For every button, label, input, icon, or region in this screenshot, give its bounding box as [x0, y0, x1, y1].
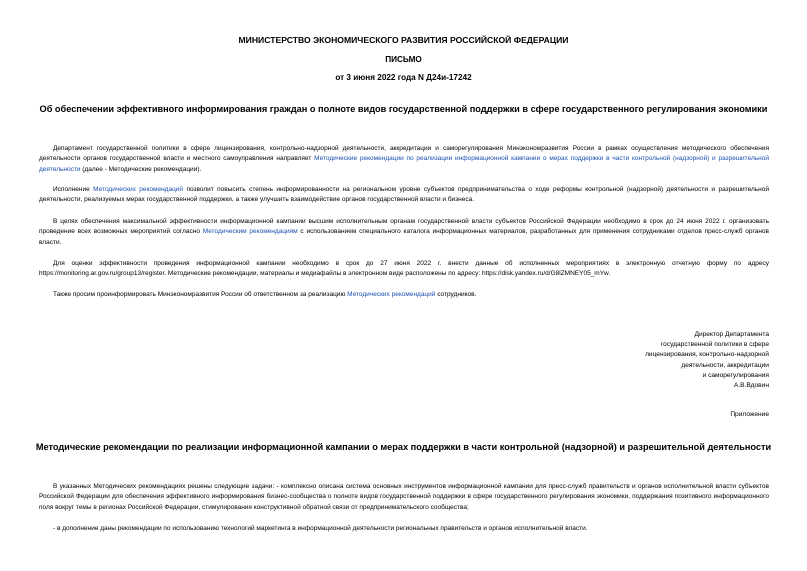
paragraph-2-text: Исполнение [53, 186, 94, 193]
appendix-paragraph-1: В указанных Методических рекомендациях решены следующие задачи: - комплексно описана система основных инструментов информационной кампании для пресс-служб правительств и органов исполнительной власти субъектов Российской Федерации для обеспечения эффективного информирования бизнес-сообщества о полноте видов государственной поддержки в сфере государственного регулирования экономики, поддержания позитивного информационного поля вокруг темы в регионах Российской Федерации, стимулирования конструктивной обратной связи от предпринимательского сообщества; [39, 483, 769, 511]
paragraph-5-text: Также просим проинформировать Минэкономразвития России об ответственном за реализацию [53, 291, 348, 298]
methodical-recommendations-link[interactable]: Методическим рекомендациям [202, 228, 298, 236]
methodical-recommendations-link[interactable]: Методических рекомендаций [347, 291, 436, 298]
document-date-number: от 3 июня 2022 года N Д24и-17242 [335, 73, 472, 82]
paragraph-3-text: В целях обеспечения максимальной эффективности информационной кампании высшим исполнительным органам государственной власти субъектов Российской Федерации необходимо в срок до 24 июня 2022 г. организовать проведение всех возможных мероприятий согласно [39, 218, 769, 236]
paragraph-2 [39, 185, 769, 206]
document-type: ПИСЬМО [385, 55, 422, 64]
signature-line: Директор Департамента [694, 331, 769, 338]
signature-line: государственной политики в сфере [660, 341, 769, 349]
paragraph-1-tail: (далее - Методические рекомендации). [80, 165, 202, 173]
ministry-title: МИНИСТЕРСТВО ЭКОНОМИЧЕСКОГО РАЗВИТИЯ РОССИЙСКОЙ ФЕДЕРАЦИИ [238, 35, 569, 45]
signature-line: деятельности, аккредитации [681, 361, 769, 369]
paragraph-3-tail: с использованием специального каталога информационных материалов, разработанных для применения сотрудниками отделов пресс-служб органов власти. [39, 228, 770, 246]
paragraph-2-tail: позволит повысить степень информированности на региональном уровне субъектов предпринимательства о ходе реформы контрольной (надзорной) деятельности и разрешительной деятельности, реализуемых мерах государственной поддержки, а также улучшить взаимодействие органов государственной власти и бизнеса. [39, 186, 769, 204]
paragraph-1 [39, 144, 769, 175]
appendix-label: Приложение [730, 411, 769, 418]
signature-block [645, 330, 769, 391]
signature-line: и саморегулирования [702, 371, 769, 379]
paragraph-1-text: Департамент государственной политики в сфере лицензирования, контрольно-надзорной деятельности, аккредитации и саморегулирования Минэкономразвития России в рамках осуществления методического обеспечения деятельности органов государственной власти и местного самоуправления направляет [39, 145, 769, 163]
signature-line: лицензирования, контрольно-надзорной [645, 351, 769, 359]
methodical-recommendations-link[interactable]: Методические рекомендации по реализации информационной кампании о мерах поддержки в части контрольной (надзорной) и разрешительной деятельности [39, 155, 769, 173]
paragraph-5-tail: сотрудников. [435, 291, 477, 298]
paragraph-3 [39, 217, 769, 248]
appendix-title: Методические рекомендации по реализации информационной кампании о мерах поддержки в части контрольной (надзорной) и разрешительной деятельности [35, 442, 772, 452]
document-subject: Об обеспечении эффективного информирования граждан о полноте видов государственной поддержки в сфере государственного регулирования экономики [39, 104, 768, 114]
paragraph-4: Для оценки эффективности проведения информационной кампании необходимо в срок до 27 июня 2022 г. внести данные об исполненных мероприятиях в электронную отчетную форму по адресу https://monitoring.ar.gov.ru/group13/register. Методические рекомендации, материалы и медиафайлы в электронном виде расположены по адресу: https://disk.yandex.ru/d/G8lZMNEY05_mYw. [39, 260, 769, 278]
signatory-name: А.В.Вдовин [733, 382, 769, 390]
paragraph-5 [39, 290, 769, 300]
appendix-paragraph-2: - в дополнение даны рекомендации по использованию технологий маркетинга в информационной деятельности региональных правительств и органов исполнительной власти. [53, 525, 588, 532]
methodical-recommendations-link[interactable]: Методических рекомендаций [93, 186, 184, 193]
